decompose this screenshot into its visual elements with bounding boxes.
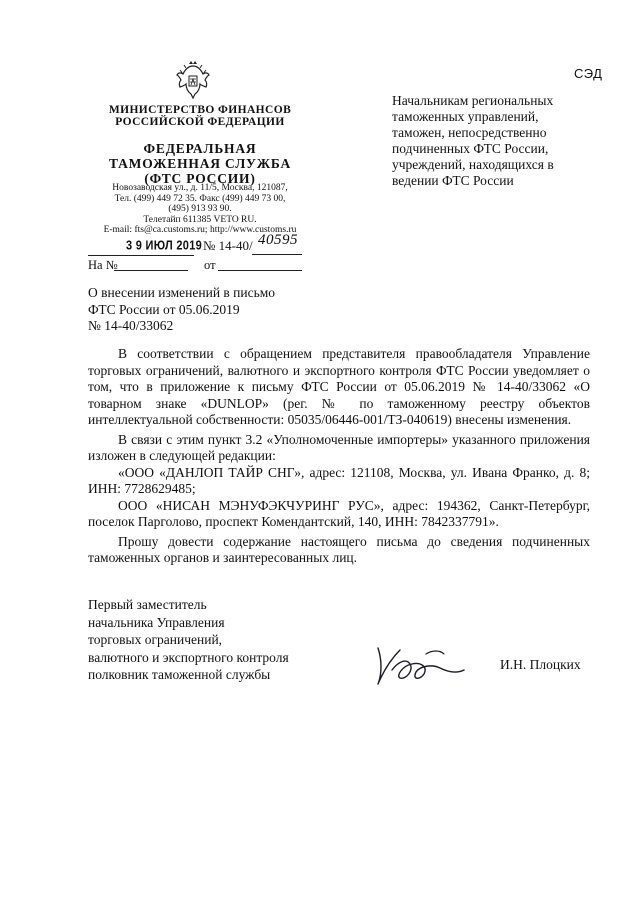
outgoing-number-handwritten: 40595 [258, 232, 298, 248]
body-paragraph: Прошу довести содержание настоящего письма до сведения подчиненных таможенных органов и заинтересованных лиц. [88, 533, 590, 565]
body-paragraph: ООО «НИСАН МЭНУФЭКЧУРИНГ РУС», адрес: 194362, Санкт-Петербург, поселок Парголово, проспект Комендантский, 140, ИНН: 7842337791». [88, 497, 590, 529]
ministry-line: МИНИСТЕРСТВО ФИНАНСОВ [108, 104, 292, 116]
service-line: ТАМОЖЕННАЯ СЛУЖБА [108, 156, 292, 171]
service-line: ФЕДЕРАЛЬНАЯ [143, 141, 257, 156]
signer-name: И.Н. Плоцких [500, 657, 581, 672]
service-line: (ФТС РОССИИ) [144, 171, 256, 186]
addressee-line: таможен, непосредственно [392, 125, 547, 140]
signer-position [88, 596, 328, 684]
body-paragraph: В связи с этим пункт 3.2 «Уполномоченные импортеры» указанного приложения изложен в следующей редакции: [88, 431, 590, 463]
sender-phone: Тел. (499) 449 72 35. Факс (499) 449 73 00, [114, 193, 286, 204]
sender-teletype: Телетайп 611385 VETO RU. [143, 214, 257, 225]
subject-line: № 14-40/33062 [88, 318, 174, 333]
coat-of-arms-icon [176, 60, 210, 100]
ministry-line: РОССИЙСКОЙ ФЕДЕРАЦИИ [115, 116, 285, 128]
subject-line: О внесении изменений в письмо [88, 285, 276, 300]
signer-line: полковник таможенной службы [88, 667, 271, 682]
signer-line: валютного и экспортного контроля [88, 649, 289, 665]
letter-body [88, 346, 590, 567]
signer-line: начальника Управления [88, 614, 225, 630]
signer-line: Первый заместитель [88, 597, 207, 612]
body-paragraph: В соответствии с обращением представителя правообладателя Управление торговых ограничений, валютного и экспортного контроля ФТС России уведомляет о том, что в приложение к письму ФТС России от 05.06.2019 № 14-40/33062 «О товарном знаке «DUNLOP» (рег. № по таможенному реестру объектов интеллектуальной собственности: 05035/06446-001/ТЗ-040619) внесены изменения. [88, 346, 590, 427]
letter-subject [88, 285, 318, 335]
signer-line: торговых ограничений, [88, 632, 223, 647]
reference-number-field [114, 270, 188, 271]
addressee-line: таможенных управлений, [392, 109, 539, 124]
reference-number-label: На № [88, 258, 118, 272]
number-underline [252, 254, 302, 255]
handwritten-signature-icon [370, 640, 466, 690]
sender-address: Новозаводская ул., д. 11/5, Москва, 121087, [112, 183, 288, 193]
subject-line: ФТС России от 05.06.2019 [88, 301, 240, 317]
service-name [100, 141, 300, 186]
date-stamp: 3 9 ИЮЛ 2019 [126, 239, 203, 253]
sender-email: E-mail: fts@ca.customs.ru; http://www.customs.ru [103, 225, 297, 235]
sender-phone-2: (495) 913 93 90. [168, 204, 232, 214]
sender-contacts [78, 183, 322, 236]
addressee-line: подчиненных ФТС России, [392, 141, 549, 156]
ministry-name [100, 104, 300, 128]
addressee-line: ведении ФТС России [392, 173, 514, 188]
addressee-line: учреждений, находящихся в [392, 157, 554, 172]
outgoing-number-label: № 14-40/ [203, 238, 253, 253]
reference-date-label: от [204, 258, 216, 272]
body-paragraph: «ООО «ДАНЛОП ТАЙР СНГ», адрес: 121108, Москва, ул. Ивана Франко, д. 8; ИНН: 7728629485; [88, 464, 590, 496]
corner-mark: СЭД [574, 66, 603, 81]
reference-date-field [218, 270, 302, 271]
addressee-block [392, 93, 582, 189]
addressee-line: Начальникам региональных [392, 93, 554, 108]
